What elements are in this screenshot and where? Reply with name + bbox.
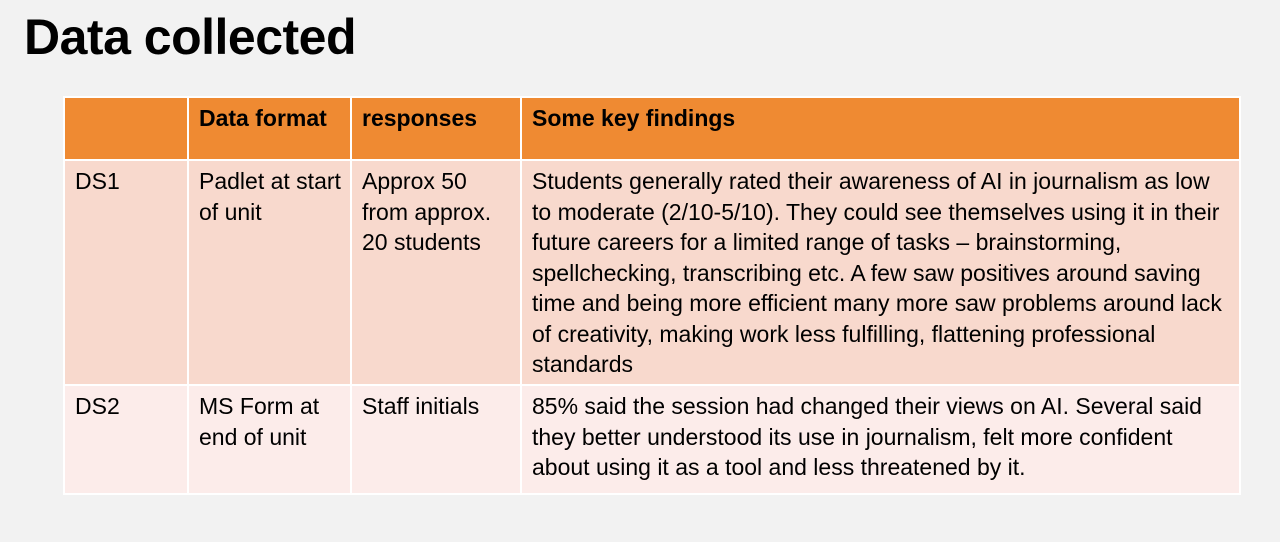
header-cell-key-findings: Some key findings	[521, 97, 1240, 160]
slide-title: Data collected	[24, 9, 357, 65]
data-collected-table	[63, 96, 1241, 495]
header-cell-data-format: Data format	[188, 97, 351, 160]
row-id-cell: DS2	[64, 385, 188, 494]
key-findings-cell: 85% said the session had changed their views on AI. Several said they better understood its use in journalism, felt more confident about using it as a tool and less threatened by it.	[521, 385, 1240, 494]
table-row	[64, 385, 1240, 494]
row-id-cell: DS1	[64, 160, 188, 385]
responses-cell: Staff initials	[351, 385, 521, 494]
header-cell-responses: responses	[351, 97, 521, 160]
key-findings-cell: Students generally rated their awareness of AI in journalism as low to moderate (2/10-5/10). They could see themselves using it in their future careers for a limited range of tasks – brainstorming, spellchecking, transcribing etc. A few saw positives around saving time and being more efficient many more saw problems around lack of creativity, making work less fulfilling, flattening professional standards	[521, 160, 1240, 385]
data-format-cell: Padlet at start of unit	[188, 160, 351, 385]
responses-cell: Approx 50 from approx. 20 students	[351, 160, 521, 385]
data-format-cell: MS Form at end of unit	[188, 385, 351, 494]
table-header-row	[64, 97, 1240, 160]
table-row	[64, 160, 1240, 385]
header-cell-id	[64, 97, 188, 160]
